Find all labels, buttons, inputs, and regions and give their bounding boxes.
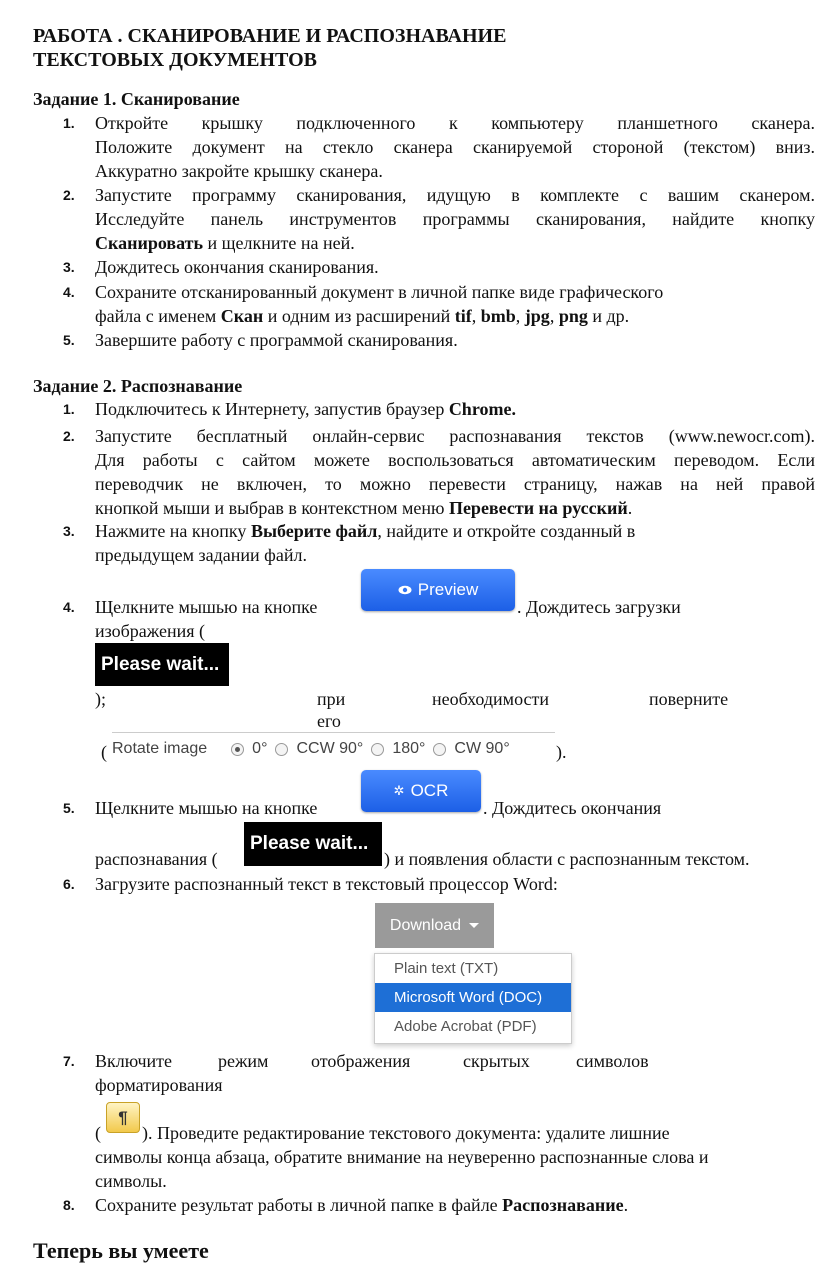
rotate-option-0: 0° [252,740,268,757]
ocr-button[interactable] [361,770,481,812]
step4-close: ); [95,689,106,709]
step4-word-povernite: поверните [649,689,729,709]
step5-text-a: Щелкните мышью на кнопке [95,798,318,818]
task2-step7-number: 7. [63,1053,75,1069]
task1-step5-number: 5. [63,332,75,348]
download-item-pdf[interactable]: Adobe Acrobat (PDF) [394,1018,537,1035]
task1-heading: Задание 1. Сканирование [33,89,240,109]
task1-step3-text: Дождитесь окончания сканирования. [95,257,379,277]
task2-step2-number: 2. [63,428,75,444]
download-item-doc[interactable]: Microsoft Word (DOC) [375,983,571,1012]
pilcrow-button[interactable] [106,1102,140,1133]
step8-text: Сохраните результат работы в личной папке в файле Распознавание. [95,1195,629,1215]
preview-button-label: Preview [417,580,479,599]
step7-word-4: скрытых [463,1051,530,1071]
rotate-option-ccw90: CCW 90° [296,740,364,757]
footer-heading: Теперь вы умеете [33,1238,209,1263]
task1-step2-number: 2. [63,187,75,203]
rotate-radio-180[interactable] [371,743,384,756]
step7-word-2: режим [218,1051,269,1071]
task2-step3-number: 3. [63,523,75,539]
gear-icon: ✲ [393,783,405,798]
step4-text-line2: изображения ( [95,621,206,641]
step4-open-paren: ( [101,742,107,762]
caret-down-icon [469,923,479,928]
step5-text-d: ) и появления области с распознанным текстом. [384,849,750,869]
pilcrow-icon: ¶ [118,1107,128,1127]
step7-word-1: Включите [95,1051,173,1071]
download-button-label: Download [389,916,462,934]
step5-text-b: . Дождитесь окончания [483,798,662,818]
step4-word-pri: при его [317,689,346,731]
task1-step4-number: 4. [63,284,75,300]
please-wait-indicator: Please wait... [95,643,229,686]
task1-step5-text: Завершите работу с программой сканирования. [95,330,458,350]
task2-step8-number: 8. [63,1197,75,1213]
task2-step1-text: Подключитесь к Интернету, запустив браузер Chrome. [95,399,516,419]
title-line-1: РАБОТА . СКАНИРОВАНИЕ И РАСПОЗНАВАНИЕ [33,25,507,47]
step4-text-b: . Дождитесь загрузки [517,597,681,617]
task2-step1-number: 1. [63,401,75,417]
page-title [33,24,506,72]
rotate-image-label: Rotate image [112,740,208,757]
step4-text-a: Щелкните мышью на кнопке [95,597,318,617]
step4-word-neobh: необходимости [432,689,550,709]
step7-word-3: отображения [311,1051,411,1071]
rotate-option-180: 180° [392,740,426,757]
task2-step5-number: 5. [63,800,75,816]
rotate-image-bar [112,732,555,765]
task2-step2-text: Запустите бесплатный онлайн-сервис распознавания текстов (www.newocr.com). Для работы с сайтом можете воспользоваться автоматическим переводом. Если переводчик не включен, то можно перевести страницу, нажав на ней правой кнопкой мыши и выбрав в контекстном меню Перевести на русский. [95,426,815,518]
task2-step4-number: 4. [63,599,75,615]
step7-word-5: символов [576,1051,649,1071]
step6-text: Загрузите распознанный текст в текстовый процессор Word: [95,874,558,894]
rotate-radio-ccw90[interactable] [275,743,288,756]
task1-step4-text: Сохраните отсканированный документ в личной папке виде графического файла с именем Скан и одним из расширений tif, bmb, jpg, png и др. [95,282,664,326]
download-item-txt[interactable]: Plain text (TXT) [394,960,499,977]
eye-icon [398,585,412,595]
step4-close-paren: ). [556,742,567,762]
step7-line2: форматирования [95,1075,223,1095]
title-line-2: ТЕКСТОВЫХ ДОКУМЕНТОВ [33,49,318,71]
ocr-button-label: OCR [410,781,449,800]
rotate-radio-0[interactable] [231,743,244,756]
task1-step2-text: Запустите программу сканирования, идущую в комплекте с вашим сканером. Исследуйте панель инструментов программы сканирования, найдите кнопку Сканировать и щелкните на ней. [95,185,815,253]
task1-step3-number: 3. [63,259,75,275]
step7-open-paren: ( [95,1123,101,1143]
task1-step1-number: 1. [63,115,75,131]
download-button[interactable] [375,903,494,948]
task2-heading: Задание 2. Распознавание [33,376,243,396]
please-wait-indicator-2: Please wait... [244,822,382,866]
step7-line5: символы. [95,1171,167,1191]
step7-line4: символы конца абзаца, обратите внимание на неуверенно распознанные слова и [95,1147,709,1167]
step7-rest: ). Проведите редактирование текстового документа: удалите лишние [142,1123,670,1143]
task1-step1-text: Откройте крышку подключенного к компьютеру планшетного сканера. Положите документ на стекло сканера сканируемой стороной (текстом) вниз. Аккуратно закройте крышку сканера. [95,113,815,181]
rotate-radio-cw90[interactable] [433,743,446,756]
step5-text-c: распознавания ( [95,849,218,869]
task2-step3-text: Нажмите на кнопку Выберите файл, найдите и откройте созданный в предыдущем задании файл. [95,521,636,565]
rotate-option-cw90: CW 90° [454,740,510,757]
preview-button[interactable] [361,569,515,611]
task2-step6-number: 6. [63,876,75,892]
download-menu [374,953,572,1044]
